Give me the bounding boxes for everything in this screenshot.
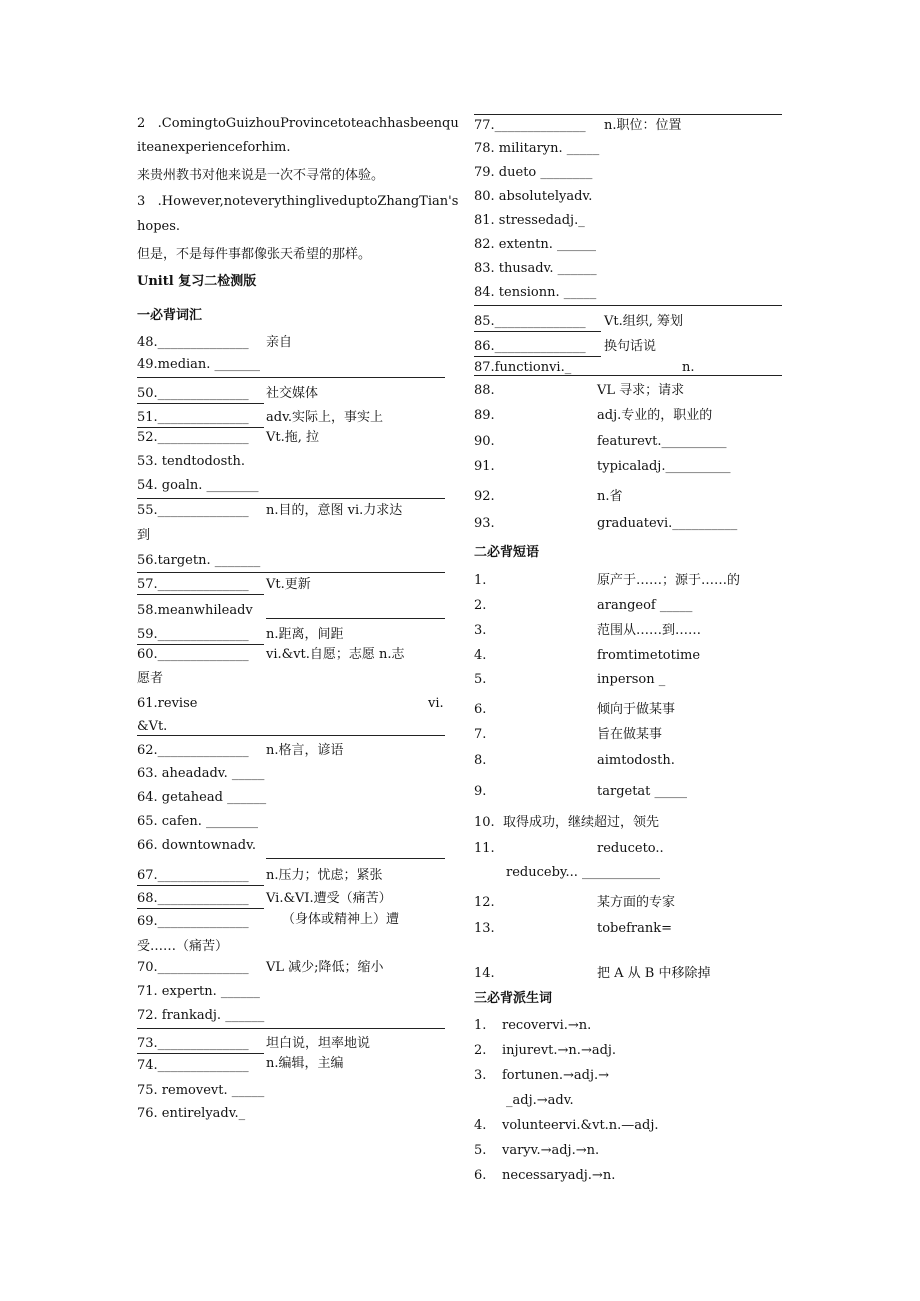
derivative-item-number: 1.: [474, 1018, 487, 1033]
phrase-item: 范围从……到……: [597, 623, 702, 638]
vocab-item-meaning: Vi.&VI.遭受（痛苦）: [266, 891, 392, 906]
phrase-item-number: 4.: [474, 648, 487, 663]
vocab-item-number: 74.______________: [137, 1058, 249, 1073]
vocab-item-meaning: vi.&vt.自愿；志愿 n.志: [266, 647, 405, 662]
phrase-item-number: 1.: [474, 573, 487, 588]
phrase-item: tobefrank=: [597, 921, 672, 936]
phrase-section-heading: 二必背短语: [474, 545, 540, 560]
derivative-item: injurevt.→n.→adj.: [502, 1043, 617, 1058]
vocab-item-meaning: adj.专业的，职业的: [597, 408, 713, 423]
phrase-item-number: 6.: [474, 702, 487, 717]
vocab-item-meaning: graduatevi.__________: [597, 516, 738, 531]
rule-line: [137, 498, 445, 499]
vocab-item: 75. removevt. _____: [137, 1083, 265, 1098]
rule-line: [474, 305, 782, 306]
rule-line: [137, 885, 264, 886]
derivative-section-heading: 三必背派生词: [474, 991, 553, 1006]
rule-line: [266, 858, 445, 859]
vocab-item-meaning: 亲自: [266, 335, 293, 350]
vocab-item-meaning: Vt.组织, 筹划: [604, 314, 684, 329]
vocab-item: 82. extentn. ______: [474, 237, 596, 252]
vocab-item: 84. tensionn. _____: [474, 285, 597, 300]
vocab-item-continued: 受……（痛苦）: [137, 939, 229, 954]
vocab-item-meaning: typicaladj.__________: [597, 459, 731, 474]
vocab-item-number: 50.______________: [137, 386, 249, 401]
rule-line: [266, 618, 445, 619]
phrase-item: 某方面的专家: [597, 895, 676, 910]
vocab-item-meaning: n.格言，谚语: [266, 743, 344, 758]
phrase-item: inperson _: [597, 672, 666, 687]
vocab-item-number: 52.______________: [137, 430, 249, 445]
rule-line: [474, 114, 782, 115]
vocab-item-number: 55.______________: [137, 503, 249, 518]
rule-line: [137, 1053, 264, 1054]
vocab-item: 71. expertn. ______: [137, 984, 260, 999]
vocab-item-meaning: n.职位：位置: [604, 118, 682, 133]
vocab-item-number: 73.______________: [137, 1036, 249, 1051]
vocab-item-meaning: adv.实际上，事实上: [266, 410, 384, 425]
rule-line: [137, 427, 264, 428]
unit-review-heading: Unitl 复习二检测版: [137, 274, 257, 289]
phrase-item: 倾向于做某事: [597, 702, 676, 717]
rule-line: [474, 331, 601, 332]
sentence-2-line2: iteanexperienceforhim.: [137, 140, 291, 155]
rule-line: [137, 377, 445, 378]
vocab-item-meaning: vi.: [428, 696, 444, 711]
phrase-item-number: 13.: [474, 921, 495, 936]
rule-line: [137, 594, 264, 595]
vocab-item-number: 92.: [474, 489, 495, 504]
vocab-item-meaning: 换句话说: [604, 339, 657, 354]
vocab-item: 58.meanwhileadv: [137, 603, 253, 618]
phrase-item: targetat _____: [597, 784, 688, 799]
phrase-item: 10. 取得成功，继续超过，领先: [474, 815, 659, 830]
phrase-item: 原产于……；源于……的: [597, 573, 741, 588]
vocab-item: 83. thusadv. ______: [474, 261, 597, 276]
phrase-item: fromtimetotime: [597, 648, 701, 663]
derivative-item: varyv.→adj.→n.: [502, 1143, 600, 1158]
sentence-3-line2: hopes.: [137, 219, 181, 234]
vocab-item-number: 89.: [474, 408, 495, 423]
phrase-item: aimtodosth.: [597, 753, 675, 768]
phrase-item-number: 9.: [474, 784, 487, 799]
vocab-item: 56.targetn. _______: [137, 553, 261, 568]
vocab-item-meaning: 社交媒体: [266, 386, 319, 401]
derivative-item: necessaryadj.→n.: [502, 1168, 616, 1183]
derivative-item: volunteervi.&vt.n.—adj.: [502, 1118, 659, 1133]
phrase-item-number: 7.: [474, 727, 487, 742]
vocab-item: 81. stressedadj._: [474, 213, 585, 228]
rule-line: [137, 908, 264, 909]
vocab-item-number: 90.: [474, 434, 495, 449]
vocab-item: 65. cafen. ________: [137, 814, 258, 829]
vocab-item-continued: 到: [137, 528, 151, 543]
sentence-3-line1: 3 .However,noteverythinglivedupt​oZhangTian's: [137, 194, 459, 209]
vocab-item-meaning: n.省: [597, 489, 623, 504]
vocab-item-number: 88.: [474, 383, 495, 398]
vocab-section-heading: 一必背词汇: [137, 308, 203, 323]
vocab-item: 78. militaryn. _____: [474, 141, 600, 156]
rule-line: [137, 644, 264, 645]
vocab-item-number: 77.______________: [474, 118, 586, 133]
vocab-item-number: 60.______________: [137, 647, 249, 662]
vocab-item: 63. aheadadv. _____: [137, 766, 265, 781]
derivative-item-number: 6.: [474, 1168, 487, 1183]
vocab-item-meaning: n.: [682, 360, 695, 375]
phrase-item-number: 11.: [474, 841, 495, 856]
vocab-item: 80. absolutelyadv.: [474, 189, 593, 204]
vocab-item: 79. dueto ________: [474, 165, 593, 180]
vocab-item-meaning: VL 寻求；请求: [597, 383, 685, 398]
vocab-item-meaning: n.目的，意图 vi.力求达: [266, 503, 403, 518]
phrase-item-number: 3.: [474, 623, 487, 638]
derivative-item: fortunen.→adj.→: [502, 1068, 610, 1083]
rule-line: [474, 375, 782, 376]
derivative-item-number: 3.: [474, 1068, 487, 1083]
vocab-item: 72. frankadj. ______: [137, 1008, 265, 1023]
vocab-item: 53. tendtodosth.: [137, 454, 246, 469]
rule-line: [137, 1028, 445, 1029]
vocab-item-number: 59.______________: [137, 627, 249, 642]
phrase-item-number: 8.: [474, 753, 487, 768]
vocab-item-number: 70.______________: [137, 960, 249, 975]
vocab-item-number: 69.______________: [137, 914, 249, 929]
vocab-item: 54. goaln. ________: [137, 478, 259, 493]
vocab-item-continued: 愿者: [137, 671, 164, 686]
sentence-2-translation: 来贵州教书对他来说是一次不寻常的体验。: [137, 168, 385, 183]
vocab-item-meaning: 坦白说，坦率地说: [266, 1036, 371, 1051]
phrase-item-number: 14.: [474, 966, 495, 981]
vocab-item-number: 85.______________: [474, 314, 586, 329]
phrase-item: 旨在做某事: [597, 727, 663, 742]
phrase-item: 把 A 从 B 中移除掉: [597, 966, 711, 981]
derivative-item-number: 5.: [474, 1143, 487, 1158]
vocab-item-meaning: featurevt.__________: [597, 434, 727, 449]
vocab-item: 87.functionvi._: [474, 360, 572, 375]
derivative-item: recovervi.→n.: [502, 1018, 592, 1033]
phrase-item: arangeof _____: [597, 598, 693, 613]
phrase-item-number: 5.: [474, 672, 487, 687]
vocab-item-number: 62.______________: [137, 743, 249, 758]
derivative-item-number: 2.: [474, 1043, 487, 1058]
derivative-item-continued: _adj.→adv.: [506, 1093, 574, 1108]
rule-line: [137, 735, 445, 736]
vocab-item-number: 67.______________: [137, 868, 249, 883]
sentence-3-translation: 但是，不是每件事都像张天希望的那样。: [137, 247, 372, 262]
vocab-item-number: 48.______________: [137, 335, 249, 350]
phrase-item-number: 2.: [474, 598, 487, 613]
vocab-item-number: 68.______________: [137, 891, 249, 906]
vocab-item-meaning: Vt.拖, 拉: [266, 430, 320, 445]
sentence-2-line1: 2 .ComingtoGuizhouProvincetoteachhasbeenqu: [137, 116, 459, 131]
phrase-item-continued: reduceby... ____________: [506, 865, 661, 880]
vocab-item-number: 61.revise: [137, 696, 198, 711]
vocab-item-number: 57.______________: [137, 577, 249, 592]
rule-line: [474, 356, 601, 357]
vocab-item: 76. entirelyadv._: [137, 1106, 246, 1121]
vocab-item-meaning: n.编辑，主编: [266, 1056, 344, 1071]
vocab-item: 49.median. _______: [137, 357, 261, 372]
vocab-item-meaning: VL 减少;降低；缩小: [266, 960, 384, 975]
vocab-item-meaning: n.压力；忧虑；紧张: [266, 868, 383, 883]
vocab-item-number: 51.______________: [137, 410, 249, 425]
vocab-item-meaning: Vt.更新: [266, 577, 311, 592]
vocab-item-number: 86.______________: [474, 339, 586, 354]
vocab-item-meaning: （身体或精神上）遭: [282, 912, 400, 927]
phrase-item-number: 12.: [474, 895, 495, 910]
vocab-item-continued: &Vt.: [137, 719, 168, 734]
rule-line: [137, 403, 264, 404]
vocab-item-number: 93.: [474, 516, 495, 531]
vocab-item: 66. downtownadv.: [137, 838, 257, 853]
vocab-item: 64. getahead ______: [137, 790, 267, 805]
rule-line: [137, 572, 445, 573]
vocab-item-meaning: n.距离，间距: [266, 627, 344, 642]
vocab-item-number: 91.: [474, 459, 495, 474]
phrase-item: reduceto..: [597, 841, 664, 856]
derivative-item-number: 4.: [474, 1118, 487, 1133]
